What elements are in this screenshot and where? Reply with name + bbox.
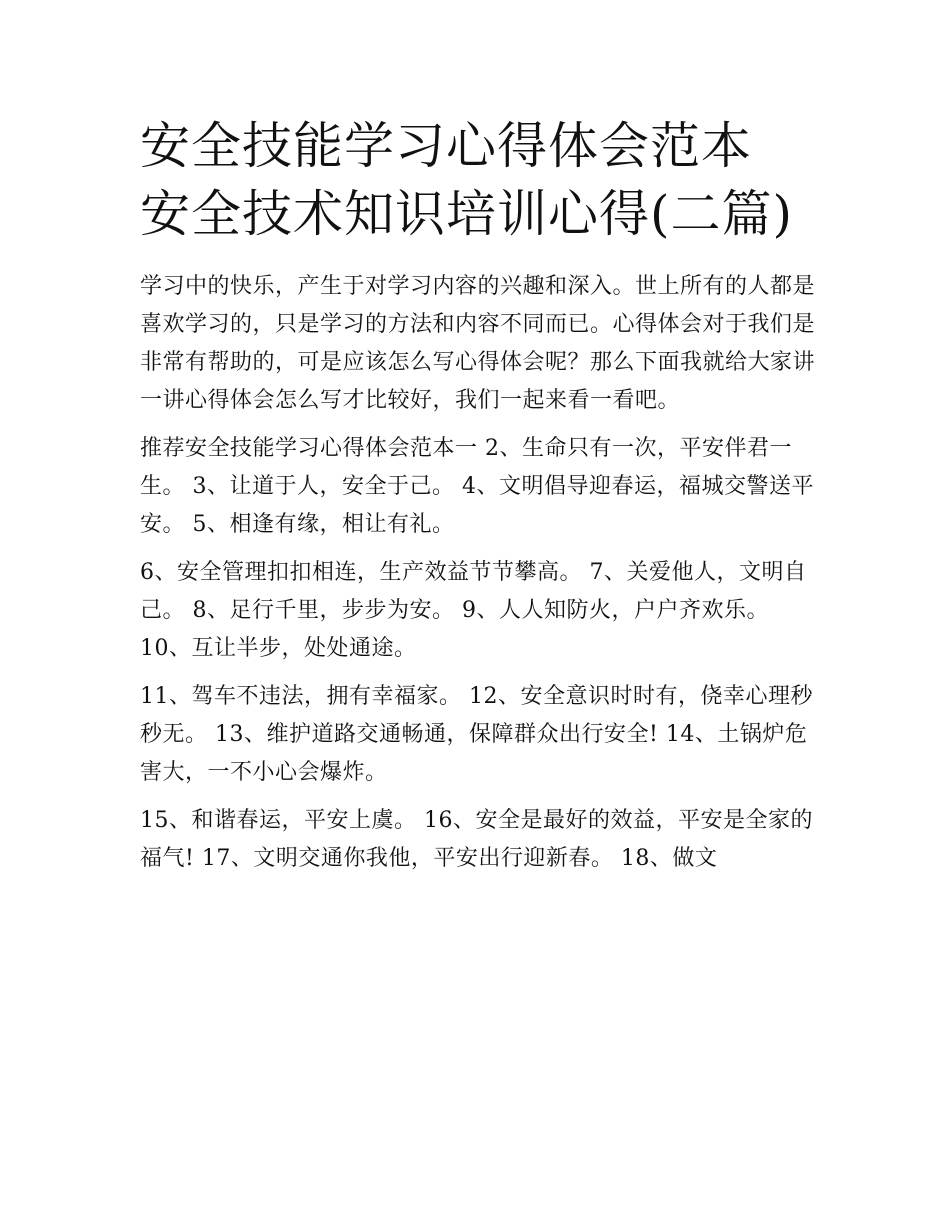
- paragraph-slogans-1: 推荐安全技能学习心得体会范本一 2、生命只有一次，平安伴君一生。 3、让道于人，安全于己。 4、文明倡导迎春运，福城交警送平安。 5、相逢有缘，相让有礼。: [140, 436, 814, 537]
- document-page: [140, 112, 816, 878]
- paragraph-intro: 学习中的快乐，产生于对学习内容的兴趣和深入。世上所有的人都是喜欢学习的，只是学习的方法和内容不同而已。心得体会对于我们是非常有帮助的，可是应该怎么写心得体会呢？那么下面我就给大家讲一讲心得体会怎么写才比较好，我们一起来看一看吧。: [140, 274, 816, 413]
- document-title: 安全技能学习心得体会范本 安全技术知识培训心得(二篇): [140, 117, 794, 243]
- paragraph-slogans-3: 11、驾车不违法，拥有幸福家。 12、安全意识时时有，侥幸心理秒秒无。 13、维护道路交通畅通，保障群众出行安全! 14、土锅炉危害大，一不小心会爆炸。: [140, 684, 813, 785]
- paragraph-slogans-2: 6、安全管理扣扣相连，生产效益节节攀高。 7、关爱他人，文明自己。 8、足行千里，步步为安。 9、人人知防火，户户齐欢乐。 10、互让半步，处处通途。: [140, 560, 807, 661]
- paragraph-slogans-4: 15、和谐春运，平安上虞。 16、安全是最好的效益，平安是全家的福气! 17、文明交通你我他，平安出行迎新春。 18、做文: [140, 808, 813, 871]
